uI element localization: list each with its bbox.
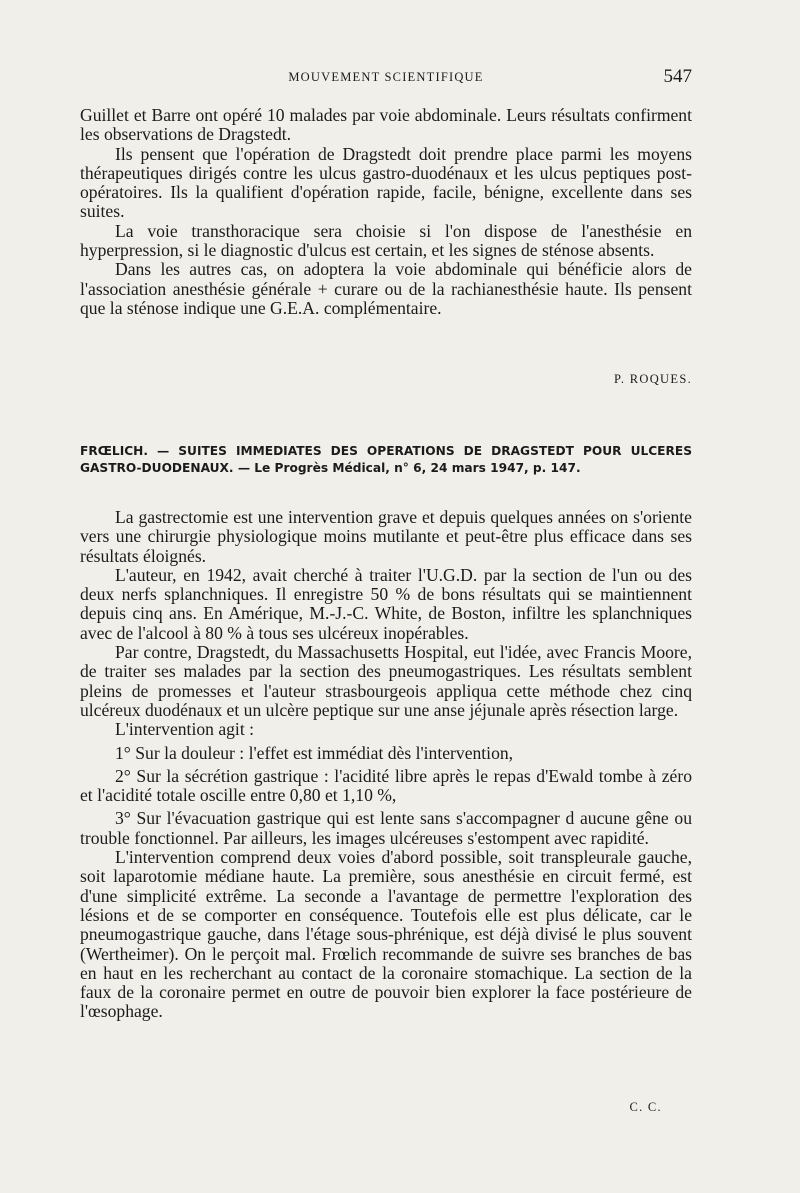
page-number: 547: [663, 66, 692, 87]
article-reference: — Le Progrès Médical, n° 6, 24 mars 1947, p. 147.: [237, 460, 581, 475]
paragraph: Guillet et Barre ont opéré 10 malades par voie abdominale. Leurs résultats confirment les observations de Dragstedt.: [80, 105, 692, 145]
paragraph: L'auteur, en 1942, avait cherché à traiter l'U.G.D. par la section de l'un ou des deux nerfs splanchniques. Il enregistre 50 % de bons résultats qui se maintiennent depuis cinq ans. En Amérique, M.-J.-C. White, de Boston, infiltre les splanchniques avec de l'alcool à 80 % à tous ses ulcéreux inopérables.: [80, 564, 692, 643]
paragraph: Ils pensent que l'opération de Dragstedt doit prendre place parmi les moyens thérapeutiques dirigés contre les ulcus gastro-duodénaux et les ulcus peptiques post-opératoires. Ils la qualifient d'opération rapide, facile, bénigne, excellente dans ses suites.: [80, 143, 692, 222]
paragraph: L'intervention comprend deux voies d'abord possible, soit transpleurale gauche, soit laparotomie médiane haute. La première, sous anesthésie en circuit fermé, est d'une simplicité extrême. La seconde a l'avantage de permettre l'exploration des lésions et de se comporter en conséquence. Toutefois elle est plus délicate, car le pneumogastrique gauche, dans l'étage sous-phrénique, est déjà divisé le plus souvent (Wertheimer). On le perçoit mal. Frœlich recommande de suivre ses branches de bas en haut en les recherchant au contact de la coronaire stomachique. La section de la faux de la coronaire permet en outre de pouvoir bien explorer la face postérieure de l'œsophage.: [80, 847, 692, 1022]
author-signature: P. ROQUES.: [614, 372, 692, 386]
paragraph: Dans les autres cas, on adoptera la voie abdominale qui bénéficie alors de l'association anesthésie générale + curare ou de la rachianesthésie haute. Ils pensent que la sténose indique une G.E.A. complémentaire.: [80, 259, 692, 318]
paragraph: L'intervention agit :: [115, 719, 254, 740]
list-item: 2° Sur la sécrétion gastrique : l'acidité libre après le repas d'Ewald tombe à zéro et l'acidité totale oscille entre 0,80 et 1,10 %,: [80, 765, 692, 806]
paragraph: La gastrectomie est une intervention grave et depuis quelques années on s'oriente vers une chirurgie physiologique moins mutilante et peut-être plus efficace dans ses résultats éloignés.: [80, 507, 692, 566]
running-title: MOUVEMENT SCIENTIFIQUE: [288, 70, 484, 84]
article-heading: [80, 443, 692, 476]
section2-text: [80, 508, 692, 1022]
paragraph: Par contre, Dragstedt, du Massachusetts Hospital, eut l'idée, avec Francis Moore, de traiter ses malades par la section des pneumogastriques. Les résultats semblent pleins de promesses et l'auteur strasbourgeois appliqua cette méthode chez cinq ulcéreux duodénaux et un ulcère peptique sur une anse jéjunale après résection large.: [80, 642, 692, 720]
author-signature: C. C.: [629, 1100, 662, 1114]
page-header: [80, 66, 692, 90]
paragraph: La voie transthoracique sera choisie si l'on dispose de l'anesthésie en hyperpression, si le diagnostic d'ulcus est certain, et les signes de sténose absents.: [80, 220, 692, 261]
article-title: FRŒLICH. — SUITES IMMEDIATES DES OPERATIONS DE DRAGSTEDT POUR ULCERES GASTRO-DUODENAUX.: [80, 444, 692, 475]
list-item: 3° Sur l'évacuation gastrique qui est lente sans s'accompagner d aucune gêne ou trouble fonctionnel. Par ailleurs, les images ulcéreuses s'estompent avec rapidité.: [80, 808, 692, 848]
section1-text: [80, 106, 692, 318]
list-item: 1° Sur la douleur : l'effet est immédiat dès l'intervention,: [115, 742, 514, 763]
